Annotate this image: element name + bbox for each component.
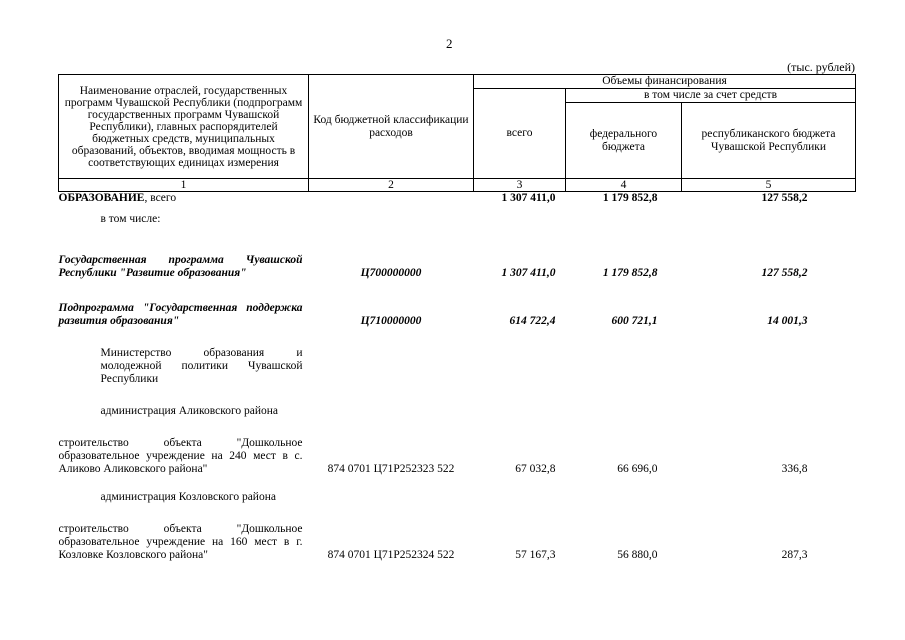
units-label: (тыс. рублей) (787, 60, 855, 74)
row-republic: 14 001,3 (767, 314, 808, 327)
col-number-4: 4 (566, 179, 682, 192)
row-name-tail: , всего (144, 192, 177, 204)
table-row (59, 386, 856, 418)
header-funding-group: Объемы финансирования (474, 75, 856, 89)
row-name: в том числе: (100, 213, 161, 225)
header-federal: федерального бюджета (566, 103, 682, 179)
row-name: строительство объекта "Дошкольное образовательное учреждение на 240 мест в с. Аликово Аликовского района" (58, 436, 303, 475)
header-code: Код бюджетной классификации расходов (309, 75, 474, 179)
col-number-5: 5 (682, 179, 856, 192)
row-total: 614 722,4 (509, 314, 556, 327)
table-row (59, 192, 856, 206)
row-federal: 1 179 852,8 (602, 266, 658, 279)
row-total: 1 307 411,0 (501, 192, 556, 204)
header-total: всего (474, 89, 566, 179)
row-total: 57 167,3 (515, 548, 556, 561)
row-total: 1 307 411,0 (501, 266, 556, 279)
row-name: Министерство образования и молодежной политики Чувашской Республики (100, 346, 303, 385)
table-row (59, 280, 856, 328)
header-republic: республиканского бюджета Чувашской Республики (682, 103, 856, 179)
row-republic: 336,8 (781, 462, 808, 475)
table-row (59, 206, 856, 234)
row-republic: 287,3 (781, 548, 808, 561)
row-name: строительство объекта "Дошкольное образовательное учреждение на 160 мест в г. Козловке Козловского района" (58, 522, 303, 561)
row-total: 67 032,8 (515, 462, 556, 475)
financing-table (58, 74, 856, 562)
table-row (59, 418, 856, 476)
row-name: Государственная программа Чувашской Республики "Развитие образования" (58, 253, 303, 279)
header-name: Наименование отраслей, государственных программ Чувашской Республики (подпрограмм государственных программ Чувашской Республики), главных распорядителей бюджетных средств, муниципальных образований, объектов, вводимая мощность в соответствующих единицах измерения (59, 75, 309, 179)
col-number-1: 1 (59, 179, 309, 192)
row-federal: 56 880,0 (617, 548, 658, 561)
row-name: администрация Аликовского района (100, 404, 279, 417)
row-code: 874 0701 Ц71Р252323 522 (327, 462, 455, 475)
col-number-2: 2 (309, 179, 474, 192)
table-row (59, 504, 856, 562)
table-row (59, 476, 856, 504)
page-number: 2 (446, 36, 453, 51)
row-name-bold: ОБРАЗОВАНИЕ (58, 192, 145, 204)
row-republic: 127 558,2 (761, 192, 808, 204)
row-federal: 600 721,1 (611, 314, 658, 327)
row-name: Подпрограмма "Государственная поддержка развития образования" (58, 301, 303, 327)
row-code: Ц710000000 (360, 314, 422, 327)
row-federal: 1 179 852,8 (602, 192, 658, 204)
col-number-3: 3 (474, 179, 566, 192)
row-code (309, 192, 474, 206)
row-name (59, 192, 309, 206)
table-row (59, 328, 856, 386)
row-republic: 127 558,2 (761, 266, 808, 279)
row-code: Ц700000000 (360, 266, 422, 279)
row-code: 874 0701 Ц71Р252324 522 (327, 548, 455, 561)
row-name: администрация Козловского района (100, 490, 276, 503)
header-subgroup: в том числе за счет средств (566, 89, 856, 103)
table-row (59, 234, 856, 280)
row-federal: 66 696,0 (617, 462, 658, 475)
